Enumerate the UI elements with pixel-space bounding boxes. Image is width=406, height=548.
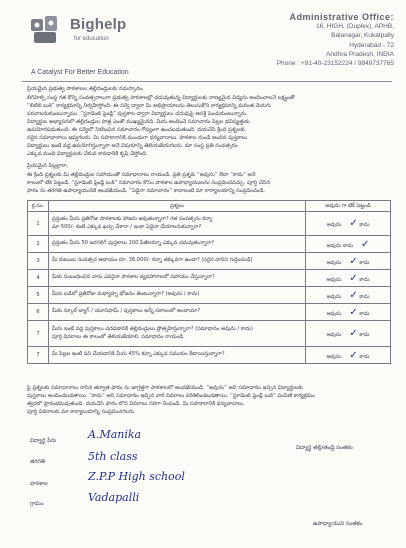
table-row — [28, 212, 391, 236]
office-line: 16, HIGH, (Duplex), APHB, — [315, 23, 394, 30]
office-line: Balanagar, Kukatpally — [331, 32, 394, 40]
row-question: మీ కుటుంబ సంవత్సర ఆదాయం రూ. 36,000/- కన్నా తక్కువగా ఉందా? (సరైన దానిని గుర్తించండి) — [49, 253, 306, 270]
answer-cell[interactable] — [306, 270, 391, 287]
office-phone: Phone : +91-40-23152224 / 9849737765 — [276, 60, 394, 68]
answer-cell[interactable] — [306, 347, 391, 364]
question-line: మా 500/- కంటే ఎక్కువ ఖర్చు చేశారా / ఇంకా ఏదైనా చేయాలనుకున్నారా? — [52, 223, 202, 230]
row-question — [49, 321, 306, 347]
row-question: మీకు సంబంధించిన వారు ఎవరైనా పాఠశాల వ్యవహారాలలో సహాయం చేస్తున్నారా? — [49, 270, 306, 287]
row-question: మీరు బడిలో ప్రతిరోజు మధ్యాహ్న భోజనం తింటున్నారా? (అవును / కాదు) — [49, 287, 306, 304]
row-number: 1 — [28, 212, 49, 236]
table-header-row — [28, 201, 391, 212]
answer-cell[interactable] — [306, 236, 391, 253]
question-line: ప్రస్తుతం మీరు ప్రతిరోజు పాఠశాలకు హాజరు అవుతున్నారా? గత సంవత్సరం కన్నా — [52, 216, 213, 223]
tagline: A Catalyst For Better Education — [31, 69, 129, 76]
yes-option[interactable]: అవును — [326, 293, 342, 300]
row-question: మీకు స్కూల్ బ్యాగ్ / యూనిఫామ్ / పుస్తకాలు అన్నీ సకాలంలో అందాయా? — [49, 304, 306, 321]
letter-line: సరైన సమాధానాలు ఇవ్వగలరు. మీ సహకారానికి ముందుగా ధన్యవాదాలు. పాఠశాల నుండి అందిన పుస్తకాలు — [27, 135, 248, 141]
letter-line: విద్యార్థుల అభ్యాసనలో తల్లిదండ్రుల పాత్ర ఎంతో ముఖ్యమైనది. మీరు అందించే సమాచారం పిల్లల భవిష్యత్తుకు — [27, 119, 250, 125]
brand-name: Bighelp — [70, 16, 127, 33]
label-class: తరగతి — [30, 459, 46, 465]
no-option[interactable]: కాదు — [359, 353, 370, 360]
closing-line: పూర్తి వివరాలకు మా కార్యాలయాన్ని సంప్రదించగలరు. — [27, 409, 136, 415]
office-line: Andhra Pradesh, INDIA — [326, 50, 394, 58]
check-mark-icon: ✓ — [349, 328, 358, 339]
check-mark-icon: ✓ — [349, 349, 358, 361]
table-row — [28, 236, 391, 253]
no-option[interactable]: కాదు — [359, 222, 370, 228]
row-number: 3 — [28, 253, 49, 270]
letter-line: ఉపయోగపడుతుంది. ఈ సర్వేలో సేకరించిన సమాచారం గోప్యంగా ఉంచబడుతుంది. దయచేసి క్రింది ప్రశ్నలకు — [27, 127, 245, 133]
closing-line: పై ప్రశ్నలకు సమాధానాలు రాసిన తర్వాత ఫారం ను జాగ్రత్తగా పాఠశాలలో అందజేయండి. “అవును” అని సమాధానం ఇచ్చిన విద్యార్థులకు — [27, 385, 303, 391]
label-school: పాఠశాల — [30, 481, 48, 487]
teacher-signature-label: ఉపాధ్యాయుని సంతకం — [313, 521, 363, 527]
question-line: పూర్తి వివరాలు ఈ కాలంలో తెలియజేయాలి, సమాధానం రాయండి. — [52, 333, 185, 340]
section-title: ప్రియమైన పిల్లల్లారా, — [27, 163, 69, 169]
survey-table — [27, 200, 391, 364]
bighelp-logo-icon — [30, 15, 64, 45]
question-line: మీరు ఇంటి వద్ద పుస్తకాలు చదవడానికి తల్లిదండ్రులు ప్రోత్సహిస్తున్నారా? (సమాధానం అవును / కాదు) — [52, 326, 253, 333]
row-question: ప్రస్తుతం మీరు 50 జరగలిగే పుస్తకాలు 100 పేజీలకన్నా ఎక్కువ చదువుతున్నారా? — [49, 236, 306, 253]
yes-option[interactable]: అవును — [326, 222, 342, 228]
table-row — [28, 321, 391, 347]
instruction-line: కాలంలో టిక్ పెట్టండి. “స్టూడెంట్ ఫ్రెండ్లీ బుక్” సమాచారం కోసం పాఠశాల ఉపాధ్యాయులను సంప్రదించవచ్చు. పూర్తి చేసిన — [27, 180, 271, 186]
check-mark-icon: ✓ — [349, 255, 358, 267]
check-mark-icon: ✓ — [349, 272, 358, 284]
letter-line: పరచాలనుకుంటున్నాము. “స్టూడెంట్ ఫ్రెండ్లీ” పుస్తకాల ద్వారా విద్యార్థులు చదువుపై ఆసక్తి పెంచుకుంటున్నారు. — [27, 111, 248, 117]
class-value[interactable]: 5th class — [88, 450, 138, 463]
office-address — [277, 12, 394, 68]
table-row — [28, 347, 391, 364]
answer-cell[interactable] — [306, 304, 391, 321]
answer-cell[interactable] — [306, 321, 391, 347]
brand-subtitle: for education — [74, 36, 109, 42]
col-header-question: ప్రశ్నలు — [49, 201, 306, 212]
table-row — [28, 287, 391, 304]
no-option[interactable]: కాదు — [359, 259, 370, 266]
answer-cell[interactable] — [306, 287, 391, 304]
letter-line: విద్యార్థులు ఇంటి వద్ద ఉపయోగిస్తున్నారా అనే విషయాన్ని తెలియజేయగలరు. మా సంస్థ ప్రతి సంవత్సరం — [27, 143, 238, 149]
no-option[interactable]: కాదు — [343, 242, 353, 249]
answer-cell[interactable] — [306, 212, 391, 236]
village-value[interactable]: Vadapalli — [88, 491, 140, 504]
office-title: Administrative Office: — [289, 12, 394, 22]
col-header-answer: అవును గా టిక్ పెట్టండి — [306, 201, 391, 212]
yes-option[interactable]: అవును — [326, 332, 342, 338]
instruction-line: ఈ క్రింది ప్రశ్నలకు మీ తల్లిదండ్రుల సహాయంతో సమాధానాలు రాయండి. ప్రతి ప్రశ్నకు “అవును” లేదా “కాదు” అనే — [27, 172, 256, 178]
label-student-name: విద్యార్థి పేరు — [30, 438, 57, 444]
letter-line: ఎక్కువ మంది విద్యార్థులకు చేరువ కావడానికి కృషి చేస్తోంది. — [27, 151, 148, 157]
row-number: 7 — [28, 347, 49, 364]
check-mark-icon: ✓ — [361, 238, 370, 250]
header-divider — [22, 81, 392, 82]
parent-signature-label: విద్యార్థి తల్లి/తండ్రి సంతకం — [296, 445, 353, 451]
label-village: గ్రామం — [30, 501, 44, 507]
no-option[interactable]: కాదు — [359, 310, 370, 317]
check-mark-icon: ✓ — [349, 289, 358, 301]
table-row — [28, 253, 391, 270]
row-number: 4 — [28, 270, 49, 287]
no-option[interactable]: కాదు — [359, 276, 370, 283]
row-number: 7 — [28, 321, 49, 347]
table-row — [28, 270, 391, 287]
student-name-value[interactable]: A.Manika — [88, 428, 142, 441]
office-line: Hyderabad - 72 — [349, 41, 394, 49]
instruction-line: ఫారం ను తరగతి ఉపాధ్యాయునికి అందజేయండి. “ఏదైనా సమాచారం” కావాలంటే మా కార్యాలయాన్ని సంప్రదించండి. — [27, 188, 266, 194]
row-number: 5 — [28, 287, 49, 304]
school-value[interactable]: Z.P.P High school — [88, 470, 185, 483]
col-header-number: క్ర.సం. — [28, 201, 49, 212]
check-mark-icon: ✓ — [349, 306, 358, 318]
yes-option[interactable]: అవును — [326, 276, 342, 283]
row-number: 2 — [28, 236, 49, 253]
yes-option[interactable]: అవును — [326, 259, 342, 266]
table-row — [28, 304, 391, 321]
letter-line: బిగ్‌హెల్ప్ సంస్థ గత కొన్ని సంవత్సరాలుగా ప్రభుత్వ పాఠశాలల్లో చదువుతున్న విద్యార్థులకు నాణ్యమైన విద్యను అందించాలనే లక్ష్యంతో — [27, 95, 295, 101]
yes-option[interactable]: అవును — [326, 310, 342, 317]
answer-cell[interactable] — [306, 253, 391, 270]
closing-line: త్వరలో ప్రారంభమవుతుంది. దయచేసి ఫారం లోని వివరాలు సరిగా నింపండి. మీ సహకారానికి ధన్యవాదాలు. — [27, 401, 245, 407]
letter-line: “లిటిల్ బుక్” కార్యక్రమాన్ని నిర్వహిస్తోంది. ఈ సర్వే ద్వారా మీ అభిప్రాయాలను తెలుసుకొని కార్యక్రమాన్ని మరింత మెరుగు — [27, 103, 272, 109]
yes-option[interactable]: అవును — [326, 353, 342, 360]
yes-option[interactable]: అవును — [326, 242, 342, 249]
row-question — [49, 212, 306, 236]
row-number: 6 — [28, 304, 49, 321]
check-mark-icon: ✓ — [349, 218, 358, 229]
no-option[interactable]: కాదు — [359, 332, 370, 338]
no-option[interactable]: కాదు — [359, 293, 370, 300]
row-question: మీ పిల్లల ఇంటి పని చేయడానికి మీరు 45% కన్నా ఎక్కువ సమయం కేటాయిస్తున్నారా? — [49, 347, 306, 364]
salutation: ప్రియమైన ప్రభుత్వ పాఠశాలల తల్లిదండ్రులకు నమస్కారం, — [27, 86, 144, 92]
closing-line: పుస్తకాలు అందించబడతాయి. “కాదు” అని సమాధానం ఇచ్చిన వారి వివరాలు పరిశీలించబడతాయి. “స్టూడెంట్ ఫ్రెండ్లీ బుక్” పంపిణీ కార్యక్రమం — [27, 393, 315, 399]
